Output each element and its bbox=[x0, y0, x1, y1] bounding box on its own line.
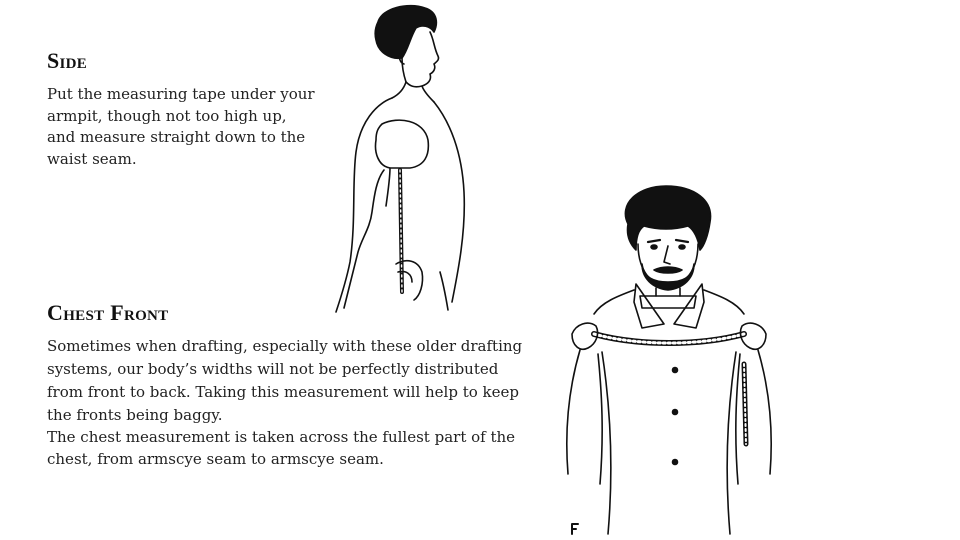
side-profile-illustration bbox=[330, 2, 470, 314]
chest-front-paragraph-2: The chest measurement is taken across the fullest part of the chest, from armscye seam to armscye seam. bbox=[47, 428, 516, 468]
chest-front-heading: Chest Front bbox=[47, 300, 169, 325]
chest-front-paragraph-1: Sometimes when drafting, especially with these older drafting systems, our body’s widths will not be perfectly distributed from front to back. Taking this measurement will help to keep the fronts being baggy. bbox=[47, 337, 523, 424]
front-chest-illustration bbox=[558, 184, 780, 536]
side-description: Put the measuring tape under your armpit, though not too high up, and measure straight down to the waist seam. bbox=[47, 85, 315, 168]
side-heading: Side bbox=[47, 48, 88, 73]
